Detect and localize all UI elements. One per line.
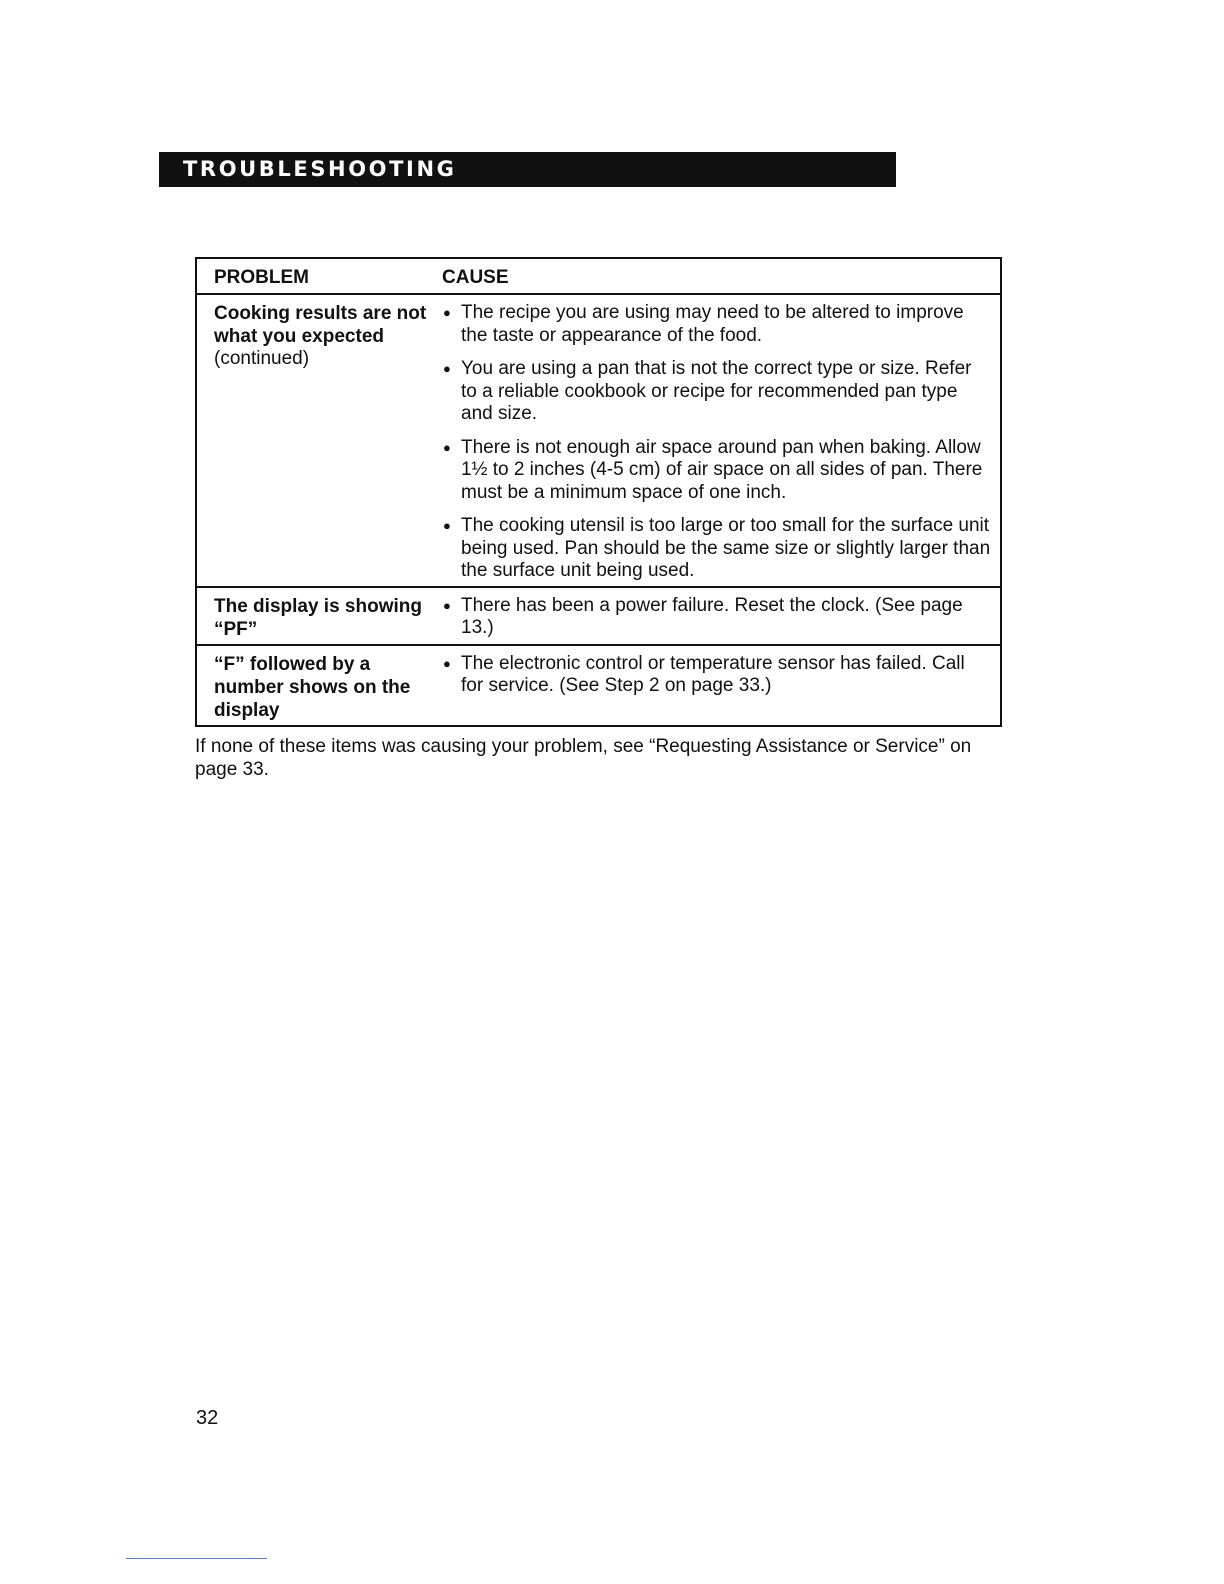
bullet-icon: ●: [443, 597, 451, 613]
bullet-icon: ●: [443, 518, 451, 533]
bullet-icon: ●: [443, 439, 451, 455]
section-header-bar: [159, 152, 896, 187]
cause-cell: [442, 302, 1000, 583]
bottom-rule: [126, 1558, 267, 1559]
problem-cell: [197, 595, 442, 641]
cause-item: [442, 515, 992, 583]
cause-text: The recipe you are using may need to be altered to improve the taste or appearance of the food.: [461, 302, 964, 346]
cause-item: [442, 302, 992, 347]
problem-note: (continued): [214, 348, 310, 369]
table-row: [197, 644, 1000, 725]
table-row: [197, 586, 1000, 644]
cause-item: [442, 595, 992, 640]
problem-text: The display is showing “PF”: [214, 595, 422, 640]
cause-text: There has been a power failure. Reset the clock. (See page 13.): [461, 594, 963, 638]
cause-item: [442, 437, 992, 505]
bullet-icon: ●: [443, 305, 451, 320]
problem-cell: [197, 653, 442, 722]
cause-column-header: CAUSE: [442, 266, 509, 288]
table-header-row: [197, 259, 1000, 293]
troubleshooting-table: [195, 257, 1002, 727]
problem-text: “F” followed by a number shows on the display: [214, 653, 411, 721]
page-number: 32: [196, 1407, 219, 1429]
table-row: [197, 293, 1000, 586]
cause-text: There is not enough air space around pan when baking. Allow 1½ to 2 inches (4-5 cm) of air space on all sides of pan. There must be a minimum space of one inch.: [461, 436, 983, 503]
cause-item: [442, 653, 992, 698]
problem-cell: [197, 302, 442, 583]
cause-item: [442, 358, 992, 426]
bullet-icon: ●: [443, 361, 451, 376]
bullet-icon: ●: [443, 655, 451, 671]
cause-cell: [442, 595, 1000, 641]
cause-text: You are using a pan that is not the correct type or size. Refer to a reliable cookbook or recipe for recommended pan type and size.: [461, 358, 972, 424]
cause-text: The cooking utensil is too large or too small for the surface unit being used. Pan should be the same size or slightly larger than the surface unit being used.: [461, 515, 991, 581]
problem-text: Cooking results are not what you expected: [214, 303, 427, 347]
cause-cell: [442, 653, 1000, 722]
section-title: TROUBLESHOOTING: [183, 157, 457, 181]
footnote: If none of these items was causing your problem, see “Requesting Assistance or Service” on page 33.: [195, 736, 972, 780]
cause-text: The electronic control or temperature sensor has failed. Call for service. (See Step 2 on page 33.): [461, 652, 965, 696]
problem-column-header: PROBLEM: [214, 266, 309, 288]
